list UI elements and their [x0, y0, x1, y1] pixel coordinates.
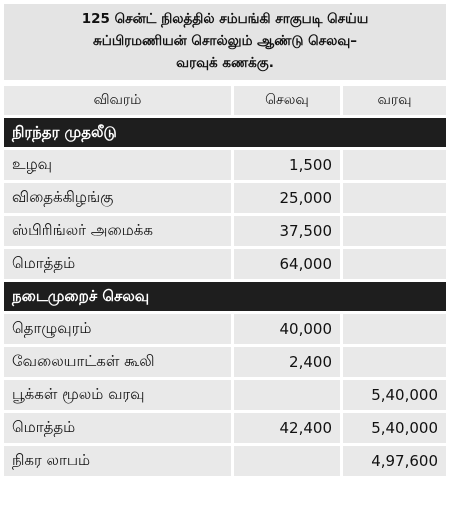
table-row: [4, 150, 446, 183]
header-expense: செலவு: [234, 86, 343, 118]
row-expense: 1,500: [234, 150, 343, 183]
header-item: விவரம்: [4, 86, 234, 118]
section-label: நிரந்தர முதலீடு: [4, 118, 446, 150]
row-income: 5,40,000: [343, 380, 446, 413]
row-income: [343, 183, 446, 216]
header-row: [4, 86, 446, 118]
expense-income-table: [4, 86, 446, 479]
row-income: [343, 249, 446, 282]
section-row-operating-expense: [4, 282, 446, 314]
row-expense: 2,400: [234, 347, 343, 380]
section-label: நடைமுறைச் செலவு: [4, 282, 446, 314]
table-row: [4, 183, 446, 216]
row-item: நிகர லாபம்: [4, 446, 234, 479]
title-line-3: வரவுக் கணக்கு.: [176, 55, 274, 71]
table-row: [4, 380, 446, 413]
row-item: மொத்தம்: [4, 249, 234, 282]
table-row: [4, 347, 446, 380]
row-income: 4,97,600: [343, 446, 446, 479]
row-income: [343, 216, 446, 249]
table-row: [4, 413, 446, 446]
table-row: [4, 446, 446, 479]
row-item: தொழுவுரம்: [4, 314, 234, 347]
row-income: [343, 150, 446, 183]
row-income: 5,40,000: [343, 413, 446, 446]
row-item: உழவு: [4, 150, 234, 183]
title-line-1: 125 சென்ட் நிலத்தில் சம்பங்கி சாகுபடி செய்ய: [81, 11, 369, 27]
row-item: ஸ்பிரிங்லர் அமைக்க: [4, 216, 234, 249]
section-row-permanent-investment: [4, 118, 446, 150]
table-title: [4, 4, 446, 80]
table-row: [4, 314, 446, 347]
row-expense: [234, 446, 343, 479]
row-item: விதைக்கிழங்கு: [4, 183, 234, 216]
table-row: [4, 249, 446, 282]
row-item: மொத்தம்: [4, 413, 234, 446]
row-expense: 37,500: [234, 216, 343, 249]
row-expense: 25,000: [234, 183, 343, 216]
row-item: வேலையாட்கள் கூலி: [4, 347, 234, 380]
row-item: பூக்கள் மூலம் வரவு: [4, 380, 234, 413]
row-expense: [234, 380, 343, 413]
title-line-2: சுப்பிரமணியன் சொல்லும் ஆண்டு செலவு–: [92, 33, 358, 49]
row-expense: 42,400: [234, 413, 343, 446]
row-expense: 64,000: [234, 249, 343, 282]
row-income: [343, 314, 446, 347]
header-income: வரவு: [343, 86, 446, 118]
row-expense: 40,000: [234, 314, 343, 347]
row-income: [343, 347, 446, 380]
table-row: [4, 216, 446, 249]
